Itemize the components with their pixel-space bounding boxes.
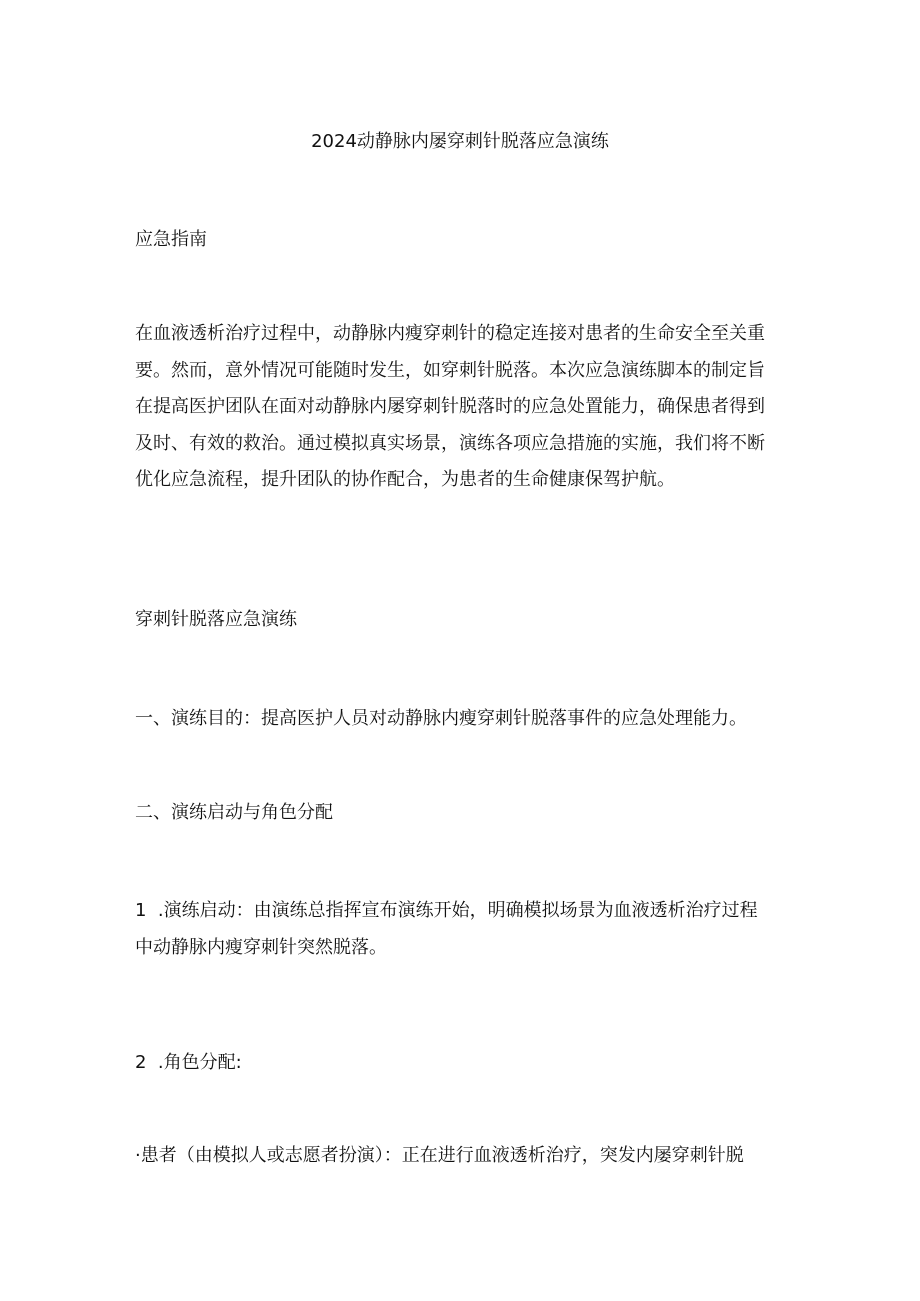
intro-paragraph [135, 316, 795, 499]
paragraph-line: 1 .演练启动：由演练总指挥宣布演练开始，明确模拟场景为血液透析治疗过程 [135, 900, 758, 921]
document-title: 2024动静脉内屡穿刺针脱落应急演练 [311, 131, 609, 152]
role-patient: ·患者（由模拟人或志愿者扮演）：正在进行血液透析治疗，突发内屡穿刺针脱 [135, 1145, 744, 1166]
paragraph-line: 及时、有效的救治。通过模拟真实场景，演练各项应急措施的实施，我们将不断 [135, 432, 765, 454]
list-item-drill-start-roles: 二、演练启动与角色分配 [135, 802, 333, 823]
paragraph-line: 要。然而，意外情况可能随时发生，如穿刺针脱落。本次应急演练脚本的制定旨 [135, 359, 765, 381]
list-item-drill-purpose: 一、演练目的：提高医护人员对动静脉内瘦穿刺针脱落事件的应急处理能力。 [135, 708, 747, 729]
section-heading-guide: 应急指南 [135, 229, 207, 250]
paragraph-line: 优化应急流程，提升团队的协作配合，为患者的生命健康保驾护航。 [135, 469, 675, 490]
drill-heading: 穿刺针脱落应急演练 [135, 609, 297, 630]
paragraph-line: 在提高医护团队在面对动静脉内屡穿刺针脱落时的应急处置能力，确保患者得到 [135, 396, 765, 417]
step-drill-start [135, 893, 795, 966]
paragraph-line: 中动静脉内瘦穿刺针突然脱落。 [135, 936, 387, 958]
paragraph-line: 在血液透析治疗过程中，动静脉内瘦穿刺针的稳定连接对患者的生命安全至关重 [135, 323, 765, 344]
step-role-assignment: 2 .角色分配: [135, 1052, 242, 1073]
